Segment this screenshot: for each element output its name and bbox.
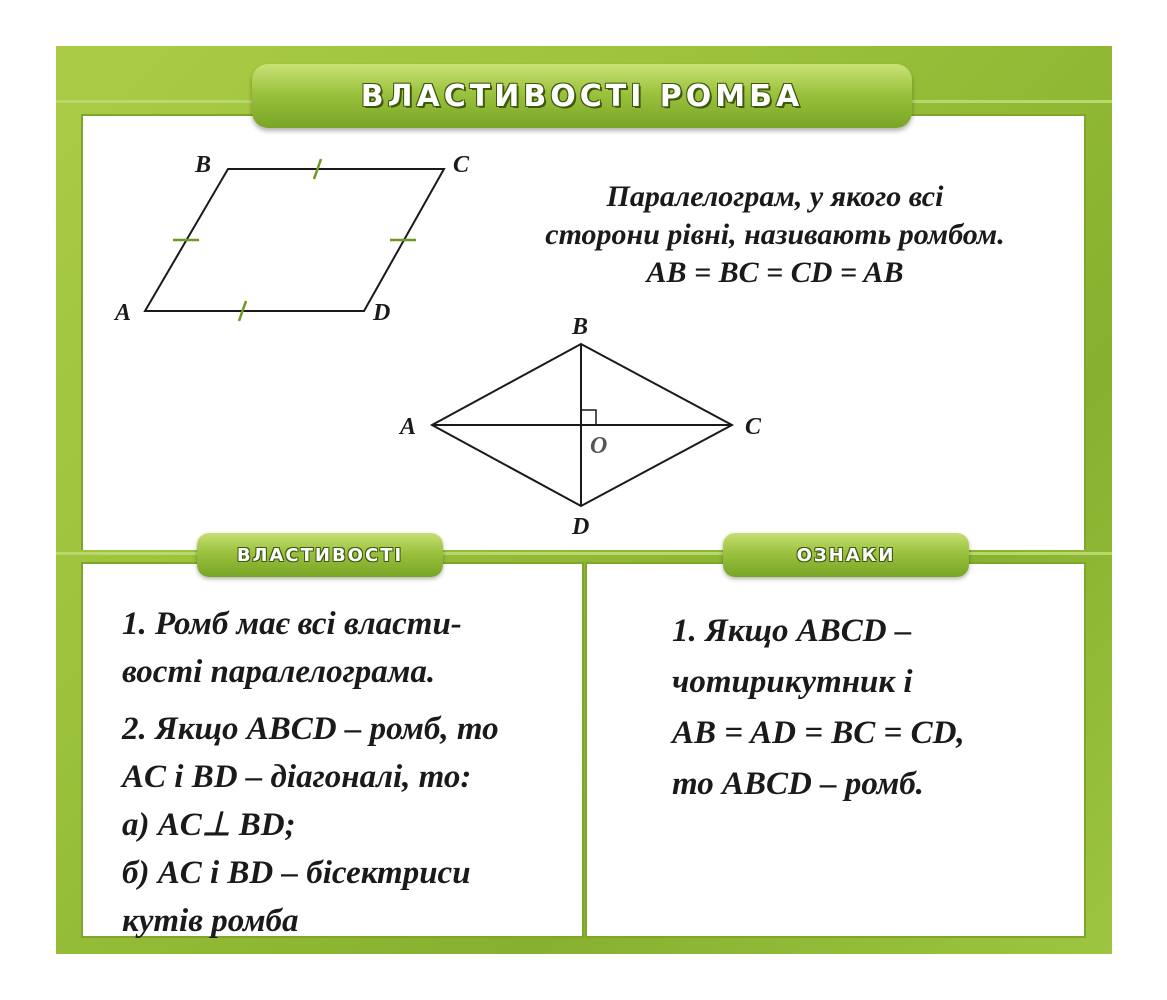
text-line: AB = AD = BC = CD,: [672, 715, 965, 751]
rhombus-definition: [470, 178, 1080, 292]
definition-line: сторони рівні, називають ромбом.: [545, 218, 1005, 251]
para-label-a: A: [115, 300, 132, 326]
right-angle-mark: [581, 410, 596, 425]
signs-tab: [723, 533, 969, 577]
text-line: то ABCD – ромб.: [672, 766, 924, 802]
property-item-2: [122, 705, 499, 945]
properties-tab: [197, 533, 443, 577]
property-item-1: [122, 600, 462, 696]
para-label-d: D: [373, 300, 391, 326]
signs-label: ОЗНАКИ: [796, 544, 896, 566]
text-line: 1. Ромб має всі власти-: [122, 606, 462, 642]
properties-label: ВЛАСТИВОСТІ: [236, 544, 404, 566]
text-line: а) AC⊥ BD;: [122, 807, 296, 843]
para-label-b: B: [195, 152, 212, 178]
text-line: 1. Якщо ABCD –: [672, 613, 912, 649]
text-line: вості паралелограма.: [122, 654, 436, 690]
definition-line: AB = BC = CD = AB: [646, 256, 904, 289]
text-line: б) AC і BD – бісектриси: [122, 855, 471, 891]
parallelogram-figure: [113, 152, 470, 326]
rhombus-figure: [398, 314, 762, 540]
rhombus-label-a: A: [400, 414, 417, 440]
text-line: AC і BD – діагоналі, то:: [122, 759, 472, 795]
rhombus-label-b: B: [572, 314, 589, 340]
sign-item-1: [672, 606, 965, 810]
rhombus-label-d: D: [572, 514, 590, 540]
text-line: кутів ромба: [122, 903, 299, 939]
para-label-c: C: [453, 152, 470, 178]
definition-line: Паралелограм, у якого всі: [606, 180, 944, 213]
text-line: 2. Якщо ABCD – ромб, то: [122, 711, 499, 747]
page-title: ВЛАСТИВОСТІ РОМБА: [360, 78, 804, 114]
rhombus-label-c: C: [745, 414, 762, 440]
text-line: чотирикутник і: [672, 664, 913, 700]
rhombus-label-o: O: [590, 433, 608, 459]
